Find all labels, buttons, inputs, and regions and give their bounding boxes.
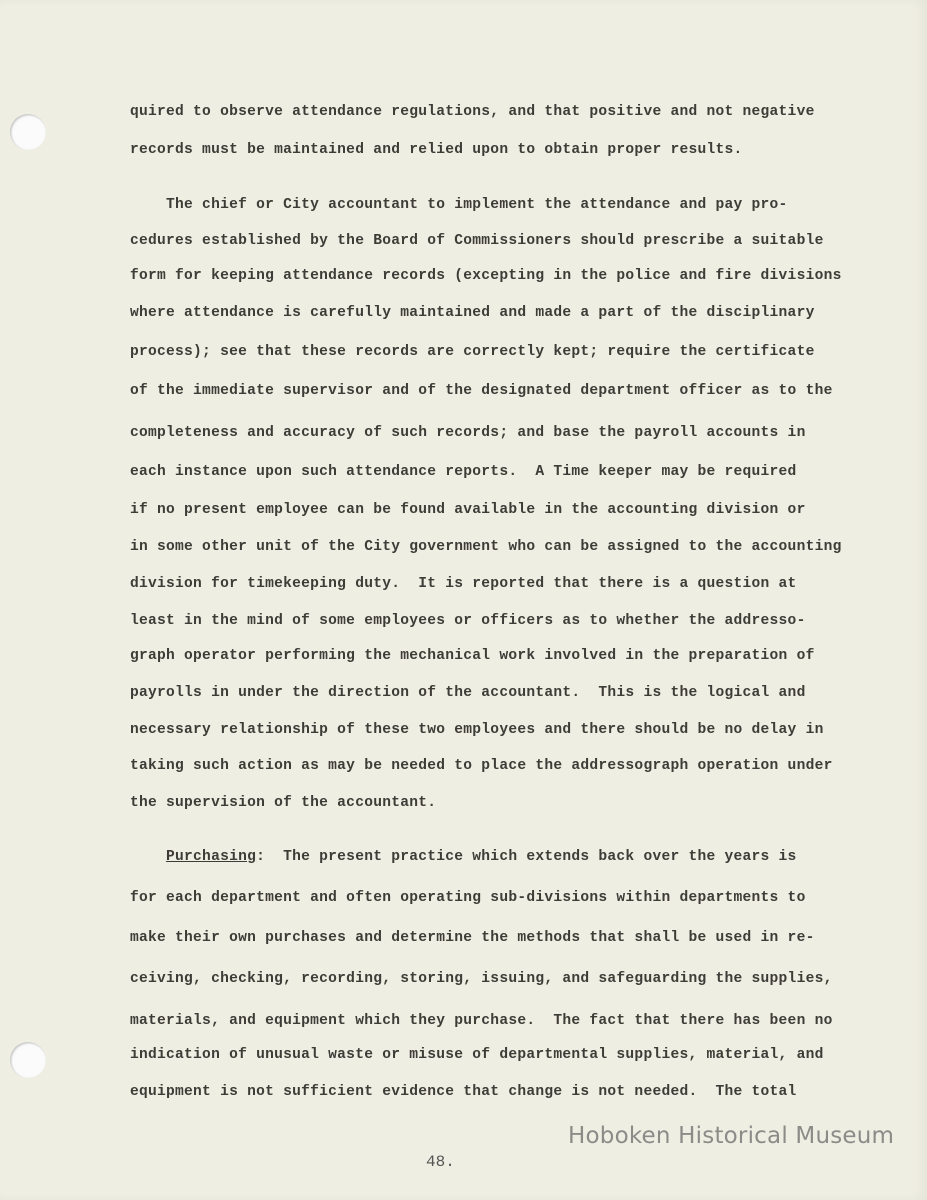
text-line: necessary relationship of these two employees and there should be no delay in: [130, 722, 824, 738]
watermark: Hoboken Historical Museum: [568, 1123, 895, 1149]
section-heading: Purchasing: [166, 849, 257, 865]
text-line: indication of unusual waste or misuse of departmental supplies, material, and: [130, 1047, 824, 1063]
text-line: of the immediate supervisor and of the designated department officer as to the: [130, 383, 833, 399]
text-line: The chief or City accountant to implement the attendance and pay pro-: [130, 197, 788, 213]
text-line: completeness and accuracy of such records; and base the payroll accounts in: [130, 425, 806, 441]
text-line: least in the mind of some employees or officers as to whether the addresso-: [130, 613, 806, 629]
text-line: in some other unit of the City government who can be assigned to the accounting: [130, 539, 842, 555]
text-fragment: : The present practice which extends back over the years is: [256, 849, 797, 865]
text-line: where attendance is carefully maintained and made a part of the disciplinary: [130, 305, 815, 321]
text-line: ceiving, checking, recording, storing, issuing, and safeguarding the supplies,: [130, 971, 833, 987]
text-line: payrolls in under the direction of the accountant. This is the logical and: [130, 685, 806, 701]
text-line: form for keeping attendance records (excepting in the police and fire divisions: [130, 268, 842, 284]
text-line: process); see that these records are correctly kept; require the certificate: [130, 344, 815, 360]
text-line: materials, and equipment which they purchase. The fact that there has been no: [130, 1013, 833, 1029]
text-line: taking such action as may be needed to place the addressograph operation under: [130, 758, 833, 774]
text-line: each instance upon such attendance reports. A Time keeper may be required: [130, 464, 797, 480]
text-line: division for timekeeping duty. It is reported that there is a question at: [130, 576, 797, 592]
punch-hole: [10, 1042, 46, 1078]
text-line: records must be maintained and relied upon to obtain proper results.: [130, 142, 743, 158]
text-line: the supervision of the accountant.: [130, 795, 437, 811]
text-line: quired to observe attendance regulations, and that positive and not negative: [130, 104, 815, 120]
text-line: equipment is not sufficient evidence that change is not needed. The total: [130, 1084, 797, 1100]
text-line: make their own purchases and determine the methods that shall be used in re-: [130, 930, 815, 946]
page-number: 48.: [426, 1153, 455, 1171]
text-line: graph operator performing the mechanical work involved in the preparation of: [130, 648, 815, 664]
text-line: cedures established by the Board of Commissioners should prescribe a suitable: [130, 233, 824, 249]
punch-hole: [10, 114, 46, 150]
text-line: if no present employee can be found available in the accounting division or: [130, 502, 806, 518]
text-line-with-heading: [130, 849, 797, 865]
text-line: for each department and often operating sub-divisions within departments to: [130, 890, 806, 906]
